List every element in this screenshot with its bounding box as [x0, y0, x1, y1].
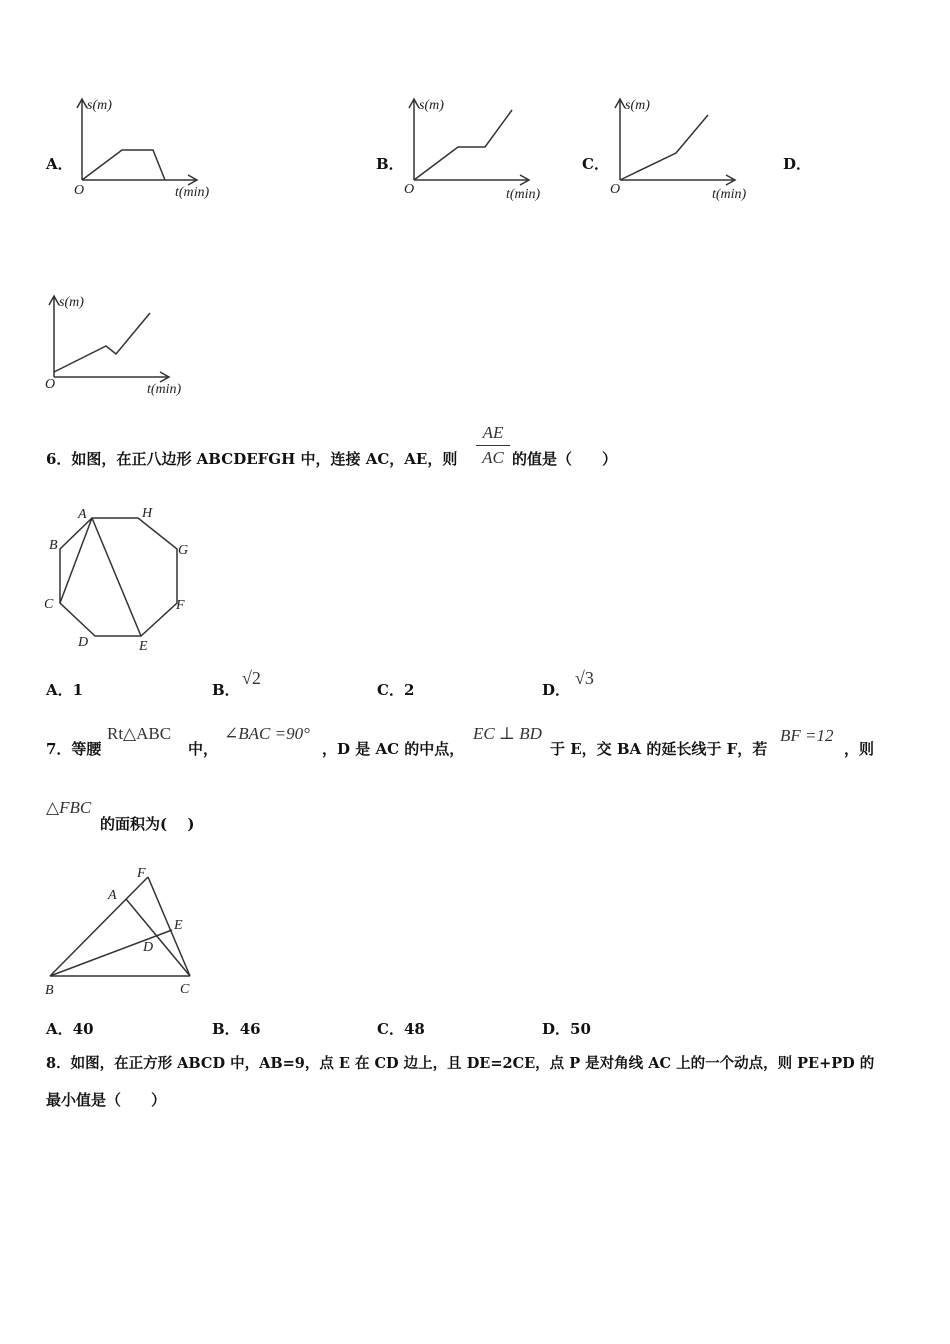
q7-text-6: 的面积为( ) [100, 815, 195, 833]
graph-b-origin: O [404, 182, 415, 197]
q7-math-angle: ∠BAC =90° [224, 724, 310, 743]
q6-option-c: C．2 [377, 681, 415, 699]
q8-line-2: 最小值是（ ） [46, 1091, 167, 1109]
q7-option-b: B．46 [212, 1020, 261, 1038]
graph-c-axis-x: t(min) [712, 187, 747, 202]
option-d-label: D． [783, 155, 812, 173]
oct-label-f: F [176, 598, 185, 613]
q7-option-c: C．48 [377, 1020, 425, 1038]
graph-c [608, 95, 768, 205]
q6-option-a: A．1 [46, 681, 84, 699]
tri-label-f: F [137, 866, 146, 881]
q6-option-b-label: B． [212, 681, 240, 699]
graph-a-axis-x: t(min) [175, 185, 210, 200]
tri-label-b: B [45, 983, 54, 998]
graph-b [402, 95, 562, 205]
q7-text-5: ，则 [844, 740, 875, 758]
q7-text-1: 7．等腰 [46, 740, 102, 758]
q7-option-a: A．40 [46, 1020, 94, 1038]
tri-label-c: C [180, 982, 190, 997]
option-c-label: C． [582, 155, 609, 173]
oct-label-c: C [44, 597, 54, 612]
oct-label-d: D [78, 635, 89, 650]
tri-label-a: A [108, 888, 117, 903]
graph-d-origin: O [45, 377, 56, 392]
graph-a-axis-y: s(m) [87, 98, 112, 113]
octagon-figure [40, 505, 200, 655]
graph-a-origin: O [74, 183, 85, 198]
q7-math-fbc: △FBC [46, 798, 92, 817]
triangle-figure [40, 860, 210, 1000]
graph-b-axis-x: t(min) [506, 187, 541, 202]
option-b-label: B． [376, 155, 404, 173]
q6-text: 6．如图，在正八边形 ABCDEFGH 中，连接 AC，AE，则 [46, 450, 458, 468]
oct-label-b: B [49, 538, 58, 553]
q6-fraction-numerator: AE [482, 423, 504, 442]
graph-d [42, 292, 202, 402]
q7-text-3: ，D 是 AC 的中点， [322, 740, 465, 758]
q7-text-2: 中， [188, 740, 219, 758]
q7-math-triangle: Rt△ABC [107, 724, 172, 743]
q6-option-d-value: √3 [575, 668, 594, 688]
q6-text-after: 的值是（ ） [512, 450, 618, 468]
graph-a-line [82, 150, 165, 180]
q7-option-d: D．50 [542, 1020, 591, 1038]
oct-label-e: E [139, 639, 148, 654]
tri-label-e: E [174, 918, 183, 933]
oct-label-h: H [142, 506, 153, 521]
q8-line-1: 8．如图，在正方形 ABCD 中，AB=9，点 E 在 CD 边上，且 DE=2CE，点 P 是对角线 AC 上的一个动点，则 PE+PD 的 [46, 1055, 875, 1072]
graph-c-axis-y: s(m) [625, 98, 650, 113]
q7-math-perp: EC ⊥ BD [473, 724, 542, 743]
q7-text-4: 于 E，交 BA 的延长线于 F，若 [550, 740, 768, 758]
graph-d-axis-y: s(m) [59, 295, 84, 310]
q6-option-d-label: D． [542, 681, 571, 699]
graph-c-origin: O [610, 182, 621, 197]
q6-fraction [476, 423, 510, 468]
q7-math-bf: BF =12 [780, 726, 834, 745]
graph-a [70, 95, 230, 205]
option-a-label: A． [46, 155, 73, 173]
graph-b-axis-y: s(m) [419, 98, 444, 113]
graph-d-axis-x: t(min) [147, 382, 182, 397]
tri-label-d: D [143, 940, 154, 955]
q6-option-b-value: √2 [242, 668, 261, 688]
oct-label-a: A [78, 507, 87, 522]
graph-c-line [620, 115, 708, 180]
graph-b-line [414, 110, 512, 180]
graph-d-line [54, 313, 150, 372]
q6-fraction-denominator: AC [482, 448, 504, 467]
oct-label-g: G [178, 543, 189, 558]
